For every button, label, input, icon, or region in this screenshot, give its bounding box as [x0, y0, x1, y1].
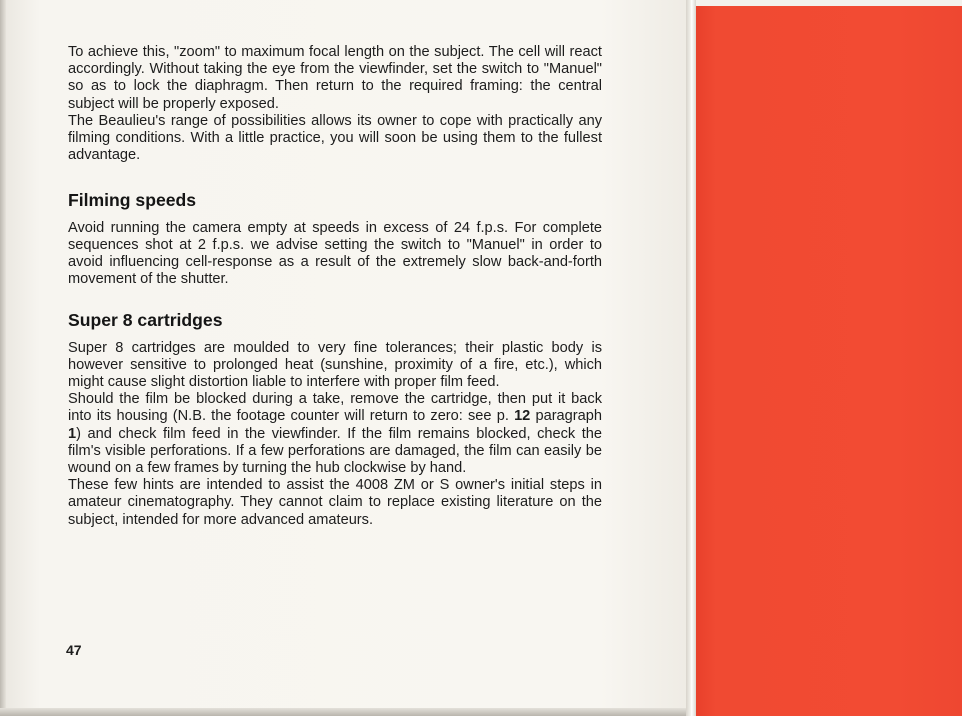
- cartridges-paragraph-2-start: Should the film be blocked during a take, remove the cartridge, then put it back into its housing (N.B. the footage counter will return to zero: see p.: [68, 391, 602, 425]
- page-edge-shadow: [0, 0, 6, 716]
- filming-speeds-paragraph: Avoid running the camera empty at speeds in excess of 24 f.p.s. For complete sequences shot at 2 f.p.s. we advise setting the switch to "Manuel" in order to avoid influencing cell-response as a result of the extremely slow back-and-forth movement of the shutter.: [68, 219, 602, 288]
- page-number: 47: [66, 642, 82, 658]
- intro-paragraph-1: To achieve this, "zoom" to maximum focal length on the subject. The cell will react accordingly. Without taking the eye from the viewfinder, set the switch to "Manuel" so as to lock the diaphragm. Then return to the required framing: the central subject will be properly exposed.: [68, 44, 602, 112]
- section-heading-super-8-cartridges: Super 8 cartridges: [68, 310, 223, 331]
- cartridges-paragraph-1: Super 8 cartridges are moulded to very fine tolerances; their plastic body is however sensitive to prolonged heat (sunshine, proximity of a fire, etc.), which might cause slight distortion liable to interfere with proper film feed.: [68, 339, 602, 391]
- cartridges-paragraph-2: [68, 391, 602, 477]
- paragraph-reference: 1: [68, 425, 77, 442]
- cartridges-paragraph-3: These few hints are intended to assist the 4008 ZM or S owner's initial steps in amateur cinematography. They cannot claim to replace existing literature on the subject, intended for more advanced amateurs.: [68, 477, 602, 528]
- cartridges-paragraph-2-middle: paragraph: [530, 408, 603, 425]
- page-reference: 12: [514, 408, 531, 425]
- cartridges-paragraph-2-end: ) and check film feed in the viewfinder. If the film remains blocked, check the film's visible perforations. If a few perforations are damaged, the film can easily be wound on a few frames by turning the hub clockwise by hand.: [68, 425, 602, 477]
- section-heading-filming-speeds: Filming speeds: [68, 190, 197, 211]
- bottom-page-edge: [0, 708, 692, 716]
- text-block: [68, 44, 602, 529]
- book-gutter: [686, 0, 696, 716]
- right-page-red: [696, 0, 962, 716]
- right-page-top-strip: [696, 0, 962, 6]
- intro-paragraph-2: The Beaulieu's range of possibilities allows its owner to cope with practically any filming conditions. With a little practice, you will soon be using them to the fullest advantage.: [68, 112, 602, 164]
